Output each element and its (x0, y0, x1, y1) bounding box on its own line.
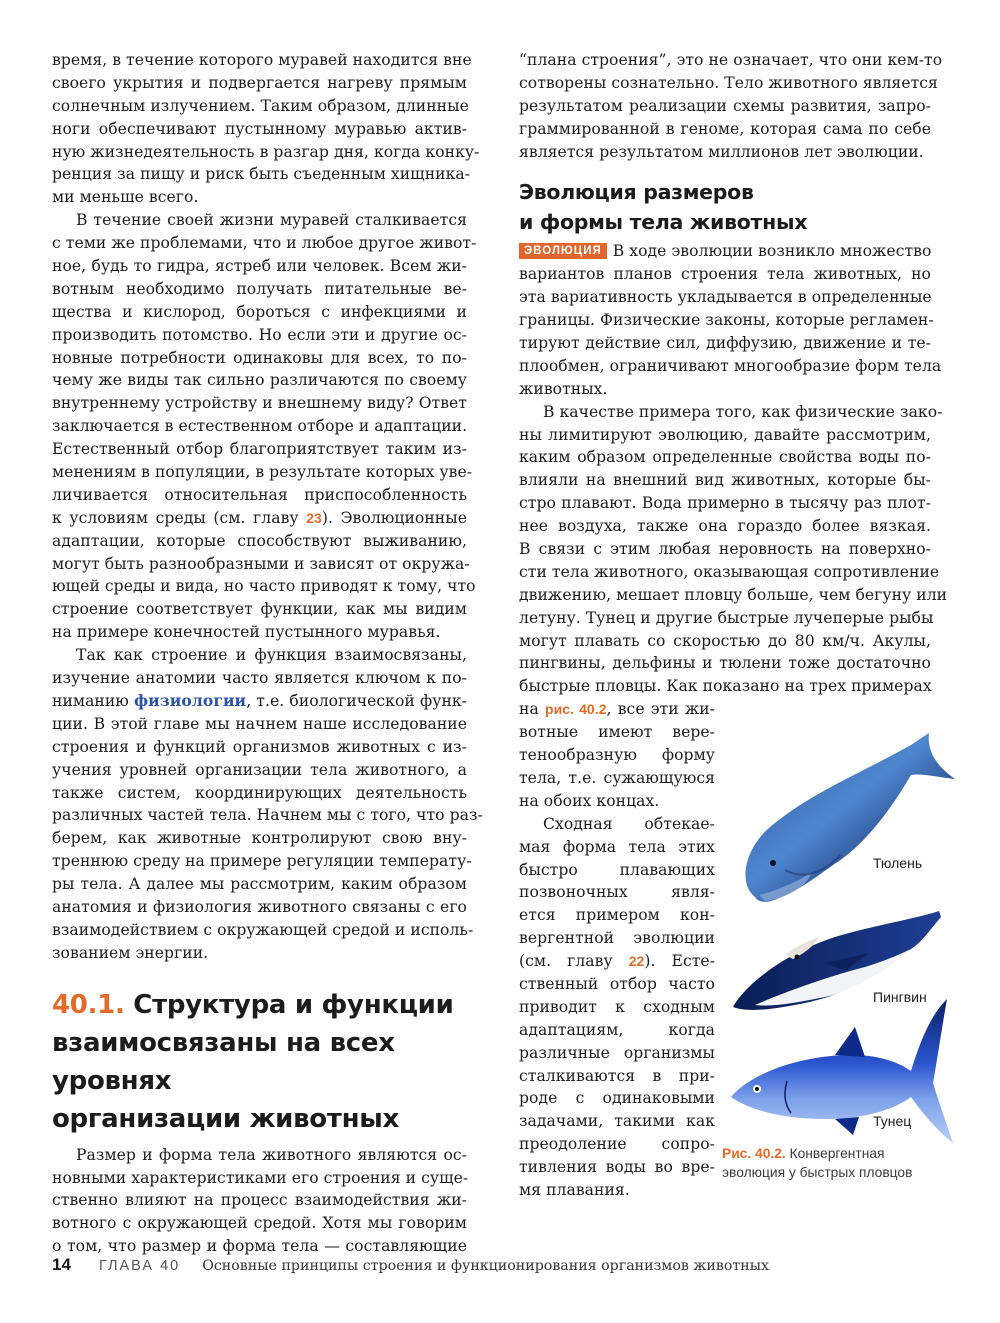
text-line: строения и функций организмов животных с из- (52, 737, 467, 756)
text-line: каким образом определенные свойства воды по- (519, 448, 931, 467)
text-line: роде с одинаковыми (519, 1089, 715, 1108)
left-column (52, 49, 483, 1258)
text-line: тивления воды во вре- (519, 1158, 715, 1177)
section-heading-line (52, 986, 467, 1024)
text-line: ми меньше всего. (52, 188, 199, 207)
text-line: зованием энергии. (52, 943, 209, 962)
section-title-part: Структура и функции (133, 989, 454, 1020)
text-line: ственный отбор часто (519, 974, 715, 993)
text-line: животных. (519, 379, 608, 398)
text-fragment: ). Есте- (644, 952, 716, 971)
text-line: вотным необходимо получать питательные ве- (52, 279, 467, 298)
text-line: адаптации, которые способствуют выживанию, (52, 531, 467, 550)
text-line: ется примером кон- (519, 906, 715, 925)
subsection-heading (519, 177, 931, 237)
text-line: движению, мешает пловцу больше, чем бегуну или (519, 585, 948, 604)
text-line: ющей среды и вида, но часто приводят к тому, что (52, 577, 476, 596)
text-line: щества и кислород, бороться с инфекциями и (52, 302, 467, 321)
figure-caption-number: Рис. 40.2. (722, 1146, 786, 1161)
figure-label-penguin: Пингвин (873, 989, 927, 1005)
text-line: Размер и форма тела животного являются ос- (76, 1145, 467, 1164)
text-line: о том, что размер и форма тела — составляющие (52, 1237, 467, 1256)
text-fragment: В ходе эволюции возникло множество (612, 242, 932, 261)
paragraph (52, 49, 480, 209)
text-line: тела, т.е. сужающуюся (519, 768, 715, 787)
text-line: ную жизнедеятельность в разгар дня, когда конку- (52, 142, 480, 161)
text-line: Сходная обтекае- (543, 814, 715, 833)
text-line: сталкиваются в при- (519, 1066, 715, 1085)
text-line: тенообразную форму (519, 746, 715, 765)
text-line (519, 950, 715, 973)
text-line: время, в течение которого муравей находится вне (52, 51, 472, 69)
subsection-heading-line: Эволюция размеров (519, 180, 754, 205)
text-line: новные потребности одинаковы для всех, то по- (52, 348, 467, 367)
text-line: тируют действие сил, диффузию, движение и те- (519, 334, 931, 353)
text-line: могут плавать со скоростью до 80 км/ч. Акулы, (519, 631, 931, 650)
text-fragment: ниманию (52, 691, 135, 710)
text-line: на примере конечностей пустынного муравья. (52, 623, 441, 642)
text-line: быстрые пловцы. Как показано на трех примерах (519, 677, 932, 696)
text-line: Так как строение и функция взаимосвязаны, (76, 646, 467, 665)
text-line: результатом реализации схемы развития, запро- (519, 96, 931, 115)
text-line: задачами, такими как (519, 1112, 715, 1131)
text-line: взаимодействием с окружающей средой и исполь- (52, 920, 474, 939)
text-line: В качестве примера того, как физические зако- (543, 402, 943, 421)
text-line: солнечным излучением. Таким образом, длинные (52, 96, 469, 115)
text-line: производить потомство. Но если эти и другие ос- (52, 325, 467, 344)
seal-illustration (745, 733, 955, 902)
text-line: треннюю среду на примере регуляции температу- (52, 852, 472, 871)
text-line: вотные имеют вере- (519, 723, 715, 742)
text-line (519, 240, 931, 263)
text-line: летуну. Тунец и другие быстрые лучеперые рыбы (519, 608, 934, 627)
text-line: граммированной в геноме, которая сама по себе (519, 119, 931, 138)
section-heading-line: взаимосвязаны на всех уровнях (52, 1027, 395, 1096)
text-line: строение соответствует функции, как мы видим (52, 600, 467, 619)
text-line: берем, как животные контролируют свою вну- (52, 829, 467, 848)
text-line: вотного с окружающей средой. Хотя мы говорим (52, 1214, 467, 1233)
chapter-reference-link[interactable]: 23 (306, 509, 322, 526)
text-line: новными характеристиками его строения и суще- (52, 1168, 469, 1187)
text-line: мая форма тела этих (519, 837, 715, 856)
paragraph (52, 1144, 467, 1258)
subsection-heading-line: и формы тела животных (519, 210, 808, 235)
text-line: ны лимитируют эволюцию, давайте рассмотрим, (519, 425, 931, 444)
text-line: быстро плавающих (519, 860, 715, 879)
chapter-label: ГЛАВА 40 (98, 1258, 181, 1274)
page-number: 14 (52, 1255, 71, 1274)
text-line (52, 690, 467, 713)
glossary-term: физиологии (134, 690, 247, 710)
text-line: плообмен, ограничивают многообразие форм тела (519, 356, 942, 375)
topic-badge: ЭВОЛЮЦИЯ (519, 243, 607, 259)
text-line: адаптациям, когда (519, 1020, 715, 1039)
figure-reference-link[interactable]: рис. 40.2 (544, 701, 607, 718)
figure-caption-text: Конвергентная эволюция у быстрых пловцов (722, 1146, 913, 1180)
text-line: вергентной эволюции (519, 929, 715, 948)
text-line: также систем, координирующих деятельность (52, 783, 467, 802)
text-line (519, 698, 715, 721)
figure-label-seal: Тюлень (873, 855, 923, 871)
text-line: является результатом миллионов лет эволюции. (519, 142, 924, 161)
text-line: заключается в естественном отборе и адаптации. (52, 417, 468, 436)
text-line: эта вариативность укладывается в определенные (519, 288, 932, 307)
text-line: приводит к сходным (519, 997, 715, 1016)
text-line: изучение анатомии часто является ключом к по- (52, 669, 467, 688)
page-footer (52, 1255, 952, 1275)
chapter-reference-link[interactable]: 22 (628, 953, 645, 970)
paragraph (52, 644, 483, 964)
text-line (52, 507, 467, 530)
text-line: ции. В этой главе мы начнем наше исследование (52, 714, 467, 733)
text-fragment: к условиям среды (см. главу (52, 508, 307, 527)
text-line: Естественный отбор благоприятствует таким из- (52, 440, 467, 459)
fish-illustrations (715, 705, 955, 1145)
paragraph (519, 240, 942, 400)
text-line: внутреннему устройству и внешнему виду? Ответ (52, 394, 467, 413)
text-line: В течение своей жизни муравей сталкивается (76, 211, 467, 230)
section-heading-line: организации животных (52, 1103, 399, 1134)
text-line: ренция за пищу и риск быть съеденным хищника- (52, 165, 471, 184)
text-line: вариантов планов строения тела животных, но (519, 265, 931, 284)
section-number: 40.1. (52, 989, 125, 1020)
text-line: своего укрытия и подвергается нагреву прямым (52, 73, 467, 92)
paragraph (52, 209, 477, 644)
text-fragment: на (519, 700, 545, 719)
figure-40-2 (715, 705, 955, 1200)
text-line: ственно влияют на процесс взаимодействия жи- (52, 1191, 467, 1210)
text-line: учения уровней организации тела животного, а (52, 760, 467, 779)
running-title: Основные принципы строения и функционирования организмов животных (202, 1258, 770, 1274)
text-line: ноги обеспечивают пустынному муравью актив- (52, 119, 467, 138)
text-line: сти тела животного, оказывающая сопротивление (519, 562, 940, 581)
text-line: менениям в популяции, в результате которых уве- (52, 463, 473, 482)
text-line: мя плавания. (519, 1180, 630, 1199)
text-line: с теми же проблемами, что и любое другое живот- (52, 234, 477, 253)
figure-caption (722, 1144, 942, 1182)
text-line: анатомия и физиология животного связаны с его (52, 897, 467, 916)
text-line: В связи с этим любая неровность на поверхно- (519, 540, 931, 559)
text-line: чему же виды так сильно различаются по своему (52, 371, 467, 390)
text-line: сотворены сознательно. Тело животного является (519, 73, 938, 92)
text-fragment: ). Эволюционные (321, 508, 467, 527)
section-heading (52, 986, 467, 1138)
tuna-illustration (731, 999, 953, 1143)
text-line: стро плавают. Вода примерно в тысячу раз плот- (519, 494, 931, 513)
figure-label-tuna: Тунец (873, 1113, 912, 1129)
text-line: позвоночных явля- (519, 883, 715, 902)
text-line: могут быть разнообразными и зависят от окружа- (52, 554, 470, 573)
text-fragment: (см. главу (519, 952, 629, 971)
text-fragment: , все эти жи- (606, 700, 715, 719)
text-line: нее воздуха, также она гораздо более вязкая. (519, 517, 931, 536)
text-line: влияли на внешний вид животных, которые бы- (519, 471, 931, 490)
text-line: ры тела. А далее мы рассмотрим, каким образом (52, 875, 467, 894)
text-line: границы. Физические законы, которые регламен- (519, 311, 934, 330)
text-line: различных частей тела. Начнем мы с того, что раз- (52, 806, 483, 825)
text-line: различные организмы (519, 1043, 715, 1062)
text-line: пингвины, дельфины и тюлени тоже достаточно (519, 654, 931, 673)
text-line: на обоих концах. (519, 791, 660, 810)
paragraph (519, 49, 943, 163)
text-line: “плана строения”, это не означает, что они кем-то (519, 51, 943, 69)
text-line: личивается относительная приспособленность (52, 485, 467, 504)
text-line: ное, будь то гидра, ястреб или человек. Всем жи- (52, 257, 467, 276)
text-fragment: , т.е. биологической функ- (246, 691, 468, 710)
text-line: преодоление сопро- (519, 1135, 715, 1154)
